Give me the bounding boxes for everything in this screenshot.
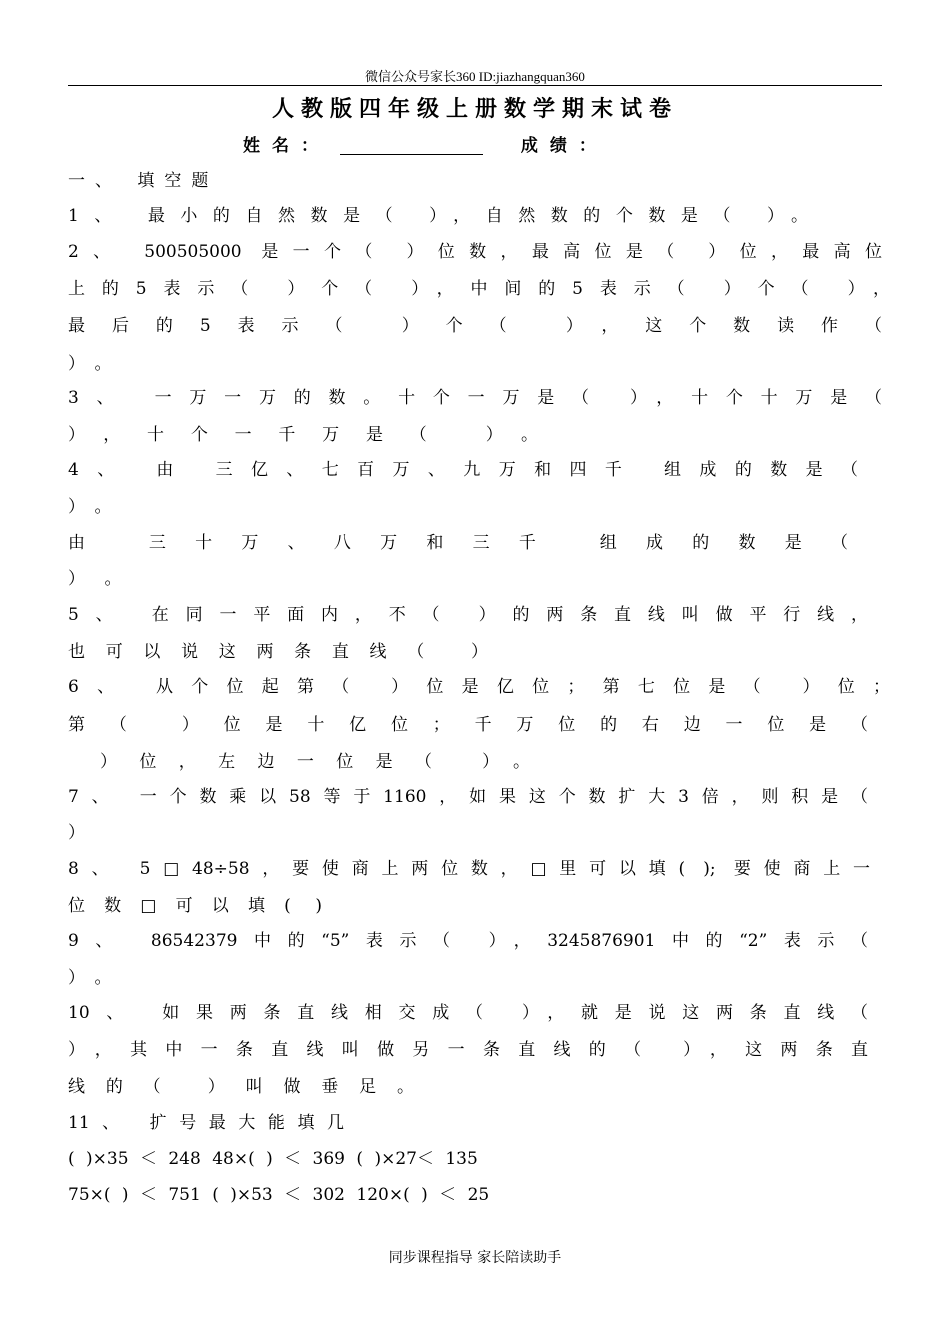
question-line: 也可以说这两条直线（ ） [68, 642, 488, 662]
question-line: 位数□可以填( ) [68, 896, 322, 916]
question-line: 10、 如果两条直线相交成（ ），就是说这两条直线（ [68, 1003, 868, 1023]
name-label: 姓名： [243, 136, 330, 156]
question-line: 线的（ ）叫做垂足。 [68, 1077, 414, 1097]
question-line: 11、 扩号最大能填几 [68, 1113, 344, 1133]
name-score-row [243, 132, 608, 160]
question-line: ）。 [68, 968, 130, 988]
question-line: 第（ ）位是十亿位；千万位的右边一位是（ [68, 715, 868, 735]
question-line: 5、 在同一平面内，不（ ）的两条直线叫做平行线， [68, 605, 868, 625]
header-rule [68, 85, 882, 86]
question-line: 8、 5□48÷58，要使商上两位数，□里可以填( ); 要使商上一 [68, 859, 870, 879]
question-line: ( )×35 ＜ 248 48×( ) ＜ 369 ( )×27＜ 135 [68, 1149, 478, 1169]
question-line: ），其中一条直线叫做另一条直线的（ ），这两条直 [68, 1040, 868, 1060]
question-line: ） [68, 823, 85, 843]
page-footer: 同步课程指导 家长陪读助手 [388, 1250, 562, 1266]
score-label: 成绩： [520, 136, 608, 156]
question-line: 9、 86542379中的“5”表示（ ），3245876901中的“2”表示（ [68, 931, 868, 951]
question-line: 由 三十万、八万和三千 组成的数是（ [68, 533, 848, 553]
question-line: 上的5表示（ ）个（ ），中间的5表示（ ）个（ ）， [68, 279, 890, 299]
question-line: 3、 一万一万的数。十个一万是（ ），十个十万是（ [68, 388, 882, 408]
page-header: 微信公众号家长360 ID:jiazhangquan360 [365, 69, 585, 84]
question-line: ）位，左边一位是（ ）。 [100, 752, 530, 772]
question-line: 6、 从个位起第（ ）位是亿位；第七位是（ ）位； [68, 677, 890, 697]
exam-title: 人教版四年级上册数学期末试卷 [271, 96, 678, 122]
question-line: ）。 [68, 569, 150, 589]
question-line: ）。 [68, 354, 130, 374]
question-line: 2、 500505000 是一个（ ）位数，最高位是（ ）位，最高位 [68, 242, 882, 262]
name-blank-line [340, 132, 483, 155]
question-line: ）。 [68, 497, 130, 517]
question-line: 1、 最小的自然数是（ ），自然数的个数是（ ）。 [68, 206, 808, 226]
section-heading: 一、 填空题 [68, 171, 219, 191]
question-line: 75×( ) ＜ 751 ( )×53 ＜ 302 120×( ) ＜ 25 [68, 1185, 490, 1205]
question-line: 7、 一个数乘以58等于1160，如果这个数扩大3倍，则积是（ [68, 787, 868, 807]
question-line: 最后的5表示（ ）个（ ），这个数读作（ [68, 316, 882, 336]
question-line: 4、 由 三亿、七百万、九万和四千 组成的数是（ [68, 460, 858, 480]
question-line: ），十个一千万是（ ）。 [68, 425, 538, 445]
